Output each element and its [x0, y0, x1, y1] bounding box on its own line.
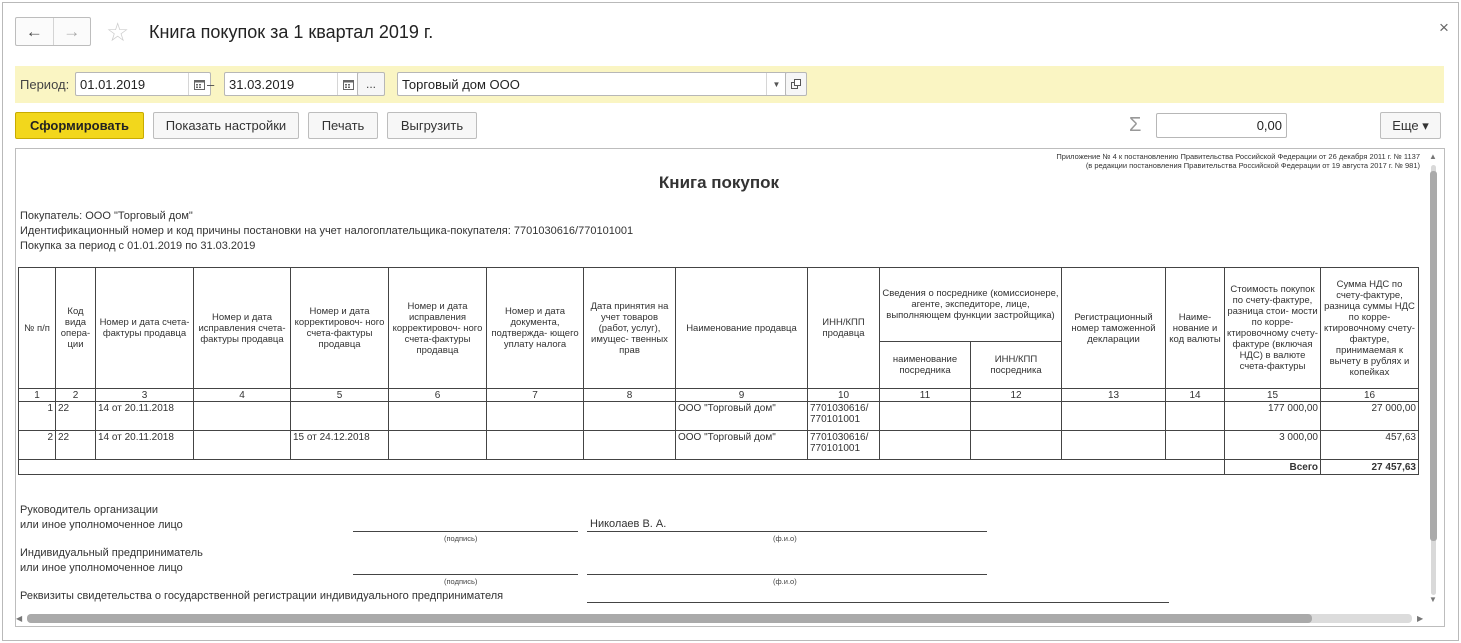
- cell-code: 22: [56, 402, 96, 431]
- purchase-period-line: Покупка за период с 01.01.2019 по 31.03.2019: [20, 240, 256, 252]
- col-header: Код вида опера- ции: [56, 268, 96, 389]
- ip-label-2: или иное уполномоченное лицо: [20, 562, 183, 574]
- col-header: Стоимость покупок по счету-фактуре, разница стои- мости по корре- ктировочному счету-фактуре (включая НДС) в валюте счета-фактуры: [1225, 268, 1321, 389]
- export-button[interactable]: Выгрузить: [387, 112, 477, 139]
- head-label-2: или иное уполномоченное лицо: [20, 519, 183, 531]
- col-header: Номер и дата исправления счета-фактуры продавца: [194, 268, 291, 389]
- vertical-scroll-thumb[interactable]: [1430, 171, 1437, 541]
- cell-seller: ООО "Торговый дом": [676, 402, 808, 431]
- cell-vat: 457,63: [1321, 431, 1419, 460]
- report-window: [2, 2, 1459, 641]
- col-header: Номер и дата счета-фактуры продавца: [96, 268, 194, 389]
- signature-caption: (подпись): [444, 577, 478, 586]
- cell-empty: [487, 402, 584, 431]
- cell-seller-inn: 7701030616/ 770101001: [808, 431, 880, 460]
- chevron-down-icon[interactable]: ▼: [766, 73, 786, 95]
- cell-correction: [194, 402, 291, 431]
- cell-number: 2: [19, 431, 56, 460]
- head-label: Руководитель организации: [20, 504, 159, 516]
- cell-adjustment: 15 от 24.12.2018: [291, 431, 389, 460]
- table-row[interactable]: [19, 402, 1419, 431]
- col-number: 15: [1225, 389, 1321, 402]
- fio-caption: (ф.и.о): [773, 534, 797, 543]
- cell-empty: [584, 402, 676, 431]
- cell-empty: [487, 431, 584, 460]
- period-dash: –: [207, 77, 215, 92]
- col-number: 13: [1062, 389, 1166, 402]
- cell-invoice: 14 от 20.11.2018: [96, 402, 194, 431]
- ip-requisites-line: [587, 602, 1169, 603]
- col-number: 4: [194, 389, 291, 402]
- show-settings-button[interactable]: Показать настройки: [153, 112, 299, 139]
- cell-cost: 177 000,00: [1225, 402, 1321, 431]
- col-header: ИНН/КПП посредника: [971, 342, 1062, 389]
- col-number: 9: [676, 389, 808, 402]
- ip-fio-line: [587, 574, 987, 575]
- horizontal-scroll-thumb[interactable]: [27, 614, 1312, 623]
- col-header: наименование посредника: [880, 342, 971, 389]
- cell-invoice: 14 от 20.11.2018: [96, 431, 194, 460]
- cell-empty: [584, 431, 676, 460]
- col-header: Дата принятия на учет товаров (работ, услуг), имущес- твенных прав: [584, 268, 676, 389]
- col-number: 10: [808, 389, 880, 402]
- col-number: 12: [971, 389, 1062, 402]
- calendar-icon[interactable]: [337, 73, 359, 95]
- cell-empty: [1166, 431, 1225, 460]
- period-to-input[interactable]: [224, 72, 360, 96]
- cell-number: 1: [19, 402, 56, 431]
- sigma-icon: Σ: [1129, 114, 1142, 136]
- fio-caption: (ф.и.о): [773, 577, 797, 586]
- col-header: № п/п: [19, 268, 56, 389]
- buyer-line: Покупатель: ООО "Торговый дом": [20, 210, 193, 222]
- ip-requisites-label: Реквизиты свидетельства о государственной регистрации индивидуального предпринимателя: [20, 590, 504, 602]
- period-select-button[interactable]: ...: [357, 72, 385, 96]
- cell-empty: [1062, 402, 1166, 431]
- page-title: Книга покупок за 1 квартал 2019 г.: [149, 22, 434, 42]
- col-number: 16: [1321, 389, 1419, 402]
- back-icon[interactable]: ←: [25, 21, 43, 41]
- col-header: Наименование продавца: [676, 268, 808, 389]
- buyer-inn-line: Идентификационный номер и код причины постановки на учет налогоплательщика-покупателя: 7701030616/770101001: [20, 225, 634, 237]
- organization-select[interactable]: [397, 72, 787, 96]
- period-to-value: 31.03.2019: [229, 77, 295, 92]
- total-row: [19, 460, 1419, 475]
- cell-adjustment: [291, 402, 389, 431]
- col-number: 8: [584, 389, 676, 402]
- head-fio: Николаев В. А.: [590, 518, 667, 530]
- open-organization-icon[interactable]: [785, 72, 807, 96]
- sum-field[interactable]: 0,00: [1156, 113, 1287, 138]
- col-header-intermediary: Сведения о посреднике (комиссионере, агенте, экспедиторе, лице, выполняющем функции застройщика): [880, 268, 1062, 342]
- ip-signature-line: [353, 574, 578, 575]
- cell-cost: 3 000,00: [1225, 431, 1321, 460]
- cell-correction: [194, 431, 291, 460]
- purchase-book-table: [18, 267, 1419, 475]
- col-number: 7: [487, 389, 584, 402]
- scroll-up-icon[interactable]: ▲: [1429, 152, 1437, 161]
- head-signature-line: [353, 531, 578, 532]
- favorite-star-icon[interactable]: ☆: [106, 17, 130, 47]
- scroll-left-icon[interactable]: ◀: [16, 614, 23, 623]
- col-number: 14: [1166, 389, 1225, 402]
- annex-note: Приложение № 4 к постановлению Правительства Российской Федерации от 26 декабря 2011 г. № 1137: [1056, 152, 1420, 161]
- cell-empty: [389, 431, 487, 460]
- generate-button[interactable]: Сформировать: [15, 112, 144, 139]
- period-bar: [15, 66, 1444, 103]
- col-header: Сумма НДС по счету-фактуре, разница суммы НДС по корре- ктировочному счету-фактуре, принимаемая к вычету в рублях и копейках: [1321, 268, 1419, 389]
- cell-vat: 27 000,00: [1321, 402, 1419, 431]
- col-number: 11: [880, 389, 971, 402]
- col-number: 1: [19, 389, 56, 402]
- scroll-right-icon[interactable]: ▶: [1417, 614, 1424, 623]
- cell-empty: [880, 402, 971, 431]
- cell-empty: [971, 402, 1062, 431]
- close-icon[interactable]: ×: [1439, 18, 1449, 37]
- col-header: Номер и дата документа, подтвержда- ющего уплату налога: [487, 268, 584, 389]
- col-header: Номер и дата исправления корректировоч- ного счета-фактуры продавца: [389, 268, 487, 389]
- total-spacer: [19, 460, 1225, 475]
- col-header: Номер и дата корректировоч- ного счета-фактуры продавца: [291, 268, 389, 389]
- col-number: 6: [389, 389, 487, 402]
- cell-empty: [1062, 431, 1166, 460]
- scroll-down-icon[interactable]: ▼: [1429, 595, 1437, 604]
- table-header-row: [19, 268, 1419, 342]
- more-button[interactable]: Еще ▾: [1380, 112, 1441, 139]
- organization-value: Торговый дом ООО: [402, 77, 520, 92]
- cell-empty: [389, 402, 487, 431]
- print-button[interactable]: Печать: [308, 112, 378, 139]
- head-fio-line: [587, 531, 987, 532]
- column-numbers-row: [19, 389, 1419, 402]
- ip-label: Индивидуальный предприниматель: [20, 547, 203, 559]
- period-from-value: 01.01.2019: [80, 77, 146, 92]
- table-row[interactable]: [19, 431, 1419, 460]
- annex-note-edition: (в редакции постановления Правительства Российской Федерации от 19 августа 2017 г. № 981): [1085, 161, 1420, 170]
- forward-icon[interactable]: →: [53, 18, 91, 45]
- cell-empty: [1166, 402, 1225, 431]
- col-number: 5: [291, 389, 389, 402]
- vertical-scrollbar[interactable]: [1427, 152, 1439, 604]
- col-number: 2: [56, 389, 96, 402]
- cell-code: 22: [56, 431, 96, 460]
- report-title: Книга покупок: [658, 173, 780, 192]
- total-value: 27 457,63: [1321, 460, 1419, 475]
- cell-empty: [971, 431, 1062, 460]
- report-document: [15, 148, 1445, 627]
- cell-seller: ООО "Торговый дом": [676, 431, 808, 460]
- total-label: Всего: [1225, 460, 1321, 475]
- col-header: Регистрационный номер таможенной декларации: [1062, 268, 1166, 389]
- horizontal-scrollbar[interactable]: [27, 614, 1412, 623]
- cell-seller-inn: 7701030616/ 770101001: [808, 402, 880, 431]
- signature-caption: (подпись): [444, 534, 478, 543]
- nav-buttons: [15, 17, 91, 46]
- col-header: Наиме- нование и код валюты: [1166, 268, 1225, 389]
- col-header: ИНН/КПП продавца: [808, 268, 880, 389]
- period-from-input[interactable]: [75, 72, 211, 96]
- period-label: Период:: [20, 77, 70, 92]
- cell-empty: [880, 431, 971, 460]
- col-number: 3: [96, 389, 194, 402]
